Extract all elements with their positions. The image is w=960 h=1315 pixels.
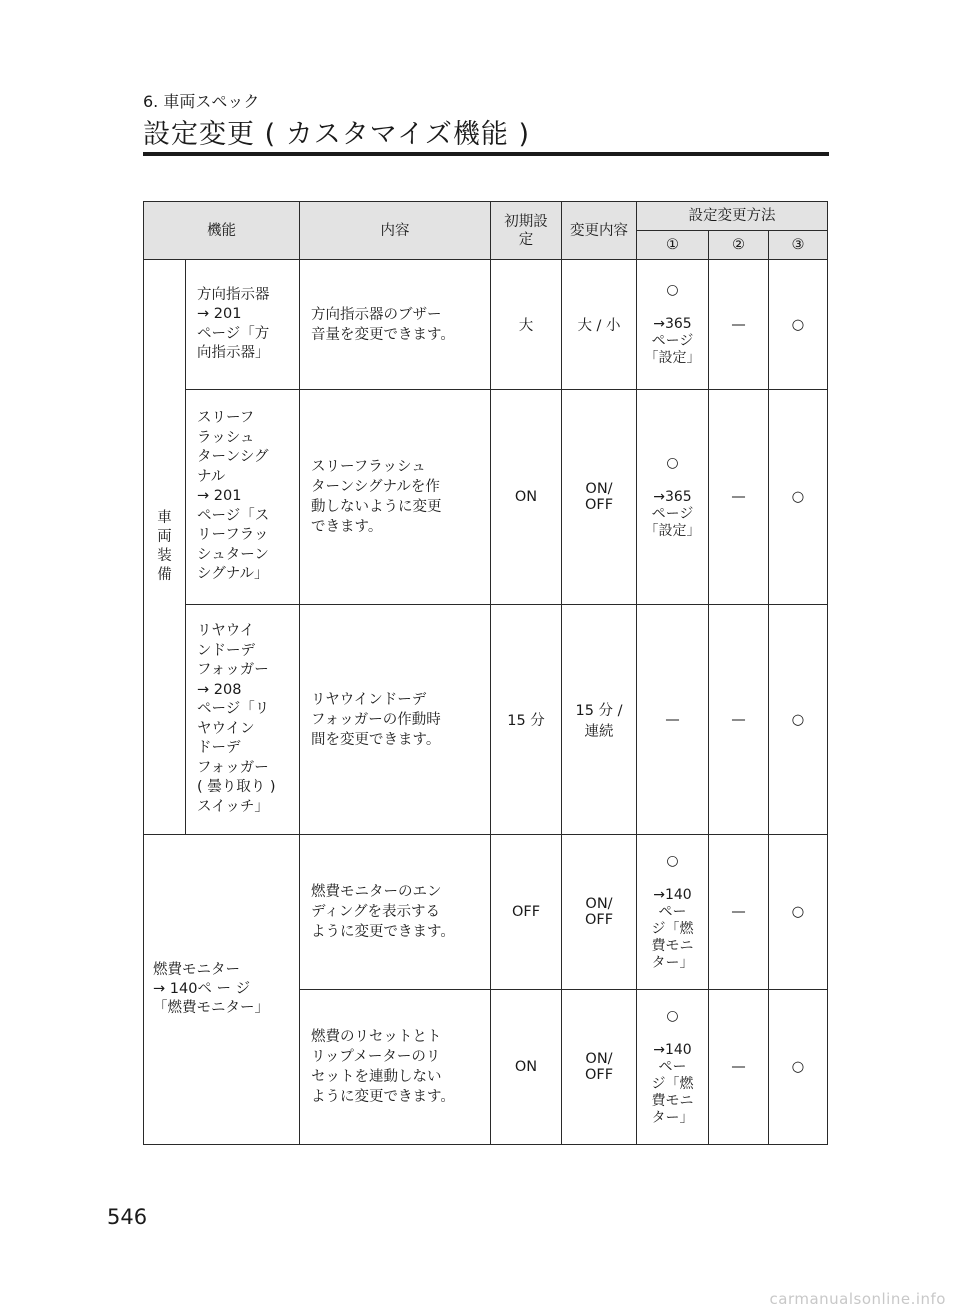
- table-row: [144, 260, 828, 390]
- header-method-2: ②: [709, 231, 769, 260]
- table-row: [144, 390, 828, 605]
- row-function: 方向指示器 → 201 ページ「方 向指示器」: [186, 260, 300, 390]
- row-method-2: —: [709, 990, 769, 1145]
- row-function: スリーフ ラッシュ ターンシグ ナル → 201 ページ「ス リーフラッ シュターン シグナル」: [186, 390, 300, 605]
- row-content: スリーフラッシュ ターンシグナルを作 動しないように変更 できます。: [300, 390, 491, 605]
- row-method-2: —: [709, 260, 769, 390]
- row-default: 大: [491, 260, 562, 390]
- header-row: [144, 202, 828, 231]
- title-rule: [143, 152, 829, 156]
- table-row: [144, 605, 828, 835]
- row-default: 15 分: [491, 605, 562, 835]
- row-options: ON/ OFF: [562, 835, 637, 990]
- row-method-3: ○: [769, 260, 828, 390]
- row-options: ON/ OFF: [562, 990, 637, 1145]
- page-title: 設定変更 ( カスタマイズ機能 ): [143, 119, 531, 150]
- row-default: ON: [491, 390, 562, 605]
- row-method-1: ○ →365 ページ 「設定」: [637, 390, 709, 605]
- group-fuel-monitor: 燃費モニター → 140ペ ー ジ 「燃費モニター」: [144, 835, 300, 1145]
- row-content: 方向指示器のブザー 音量を変更できます。: [300, 260, 491, 390]
- header-method-1: ①: [637, 231, 709, 260]
- row-content: リヤウインドーデ フォッガーの作動時 間を変更できます。: [300, 605, 491, 835]
- header-function: 機能: [144, 202, 300, 260]
- row-method-3: ○: [769, 990, 828, 1145]
- row-content: 燃費モニターのエン ディングを表示する ように変更できます。: [300, 835, 491, 990]
- header-default: 初期設 定: [491, 202, 562, 260]
- customization-table: [143, 201, 828, 1145]
- section-label: 6. 車両スペック: [143, 92, 260, 111]
- page-number: 546: [107, 1205, 148, 1229]
- row-content: 燃費のリセットとト リップメーターのリ セットを連動しない ように変更できます。: [300, 990, 491, 1145]
- row-options: 15 分 / 連続: [562, 605, 637, 835]
- row-method-3: ○: [769, 390, 828, 605]
- row-options: 大 / 小: [562, 260, 637, 390]
- header-content: 内容: [300, 202, 491, 260]
- table-row: [144, 835, 828, 990]
- row-method-2: —: [709, 835, 769, 990]
- row-options: ON/ OFF: [562, 390, 637, 605]
- row-function: リヤウイ ンドーデ フォッガー → 208 ページ「リ ヤウイン ドーデ フォッガー ( 曇り取り ) スイッチ」: [186, 605, 300, 835]
- header-options: 変更内容: [562, 202, 637, 260]
- row-default: OFF: [491, 835, 562, 990]
- footer-watermark: carmanualsonline.info: [769, 1290, 946, 1308]
- row-method-1: ○ →365 ページ 「設定」: [637, 260, 709, 390]
- row-method-2: —: [709, 605, 769, 835]
- row-method-1: —: [637, 605, 709, 835]
- row-method-3: ○: [769, 835, 828, 990]
- group-vehicle-equipment: 車 両 装 備: [144, 260, 186, 835]
- row-method-1: ○ →140 ペー ジ「燃 費モニ ター」: [637, 990, 709, 1145]
- row-method-3: ○: [769, 605, 828, 835]
- row-method-1: ○ →140 ペー ジ「燃 費モニ ター」: [637, 835, 709, 990]
- row-default: ON: [491, 990, 562, 1145]
- row-method-2: —: [709, 390, 769, 605]
- header-method: 設定変更方法: [637, 202, 828, 231]
- header-method-3: ③: [769, 231, 828, 260]
